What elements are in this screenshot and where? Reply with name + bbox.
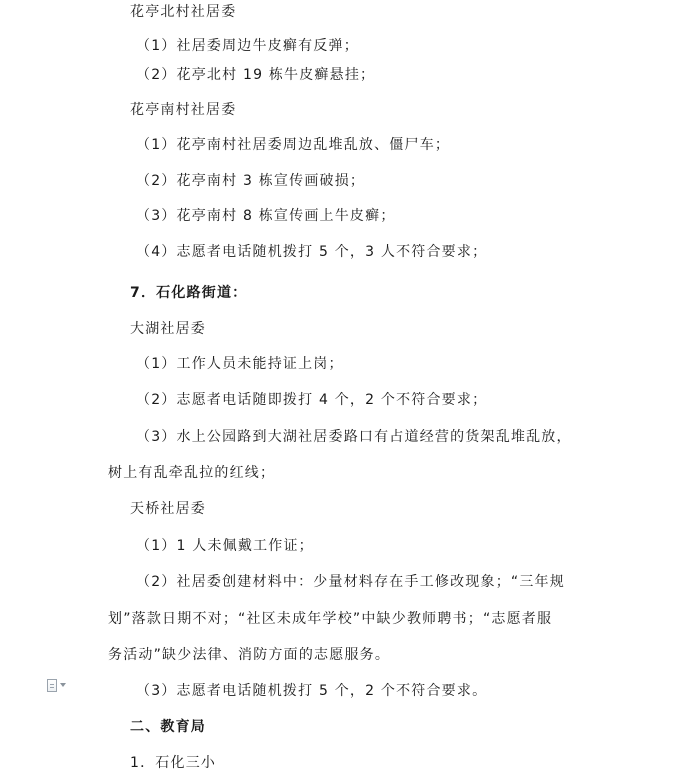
list-item: （2）志愿者电话随即拨打 4 个，2 个不符合要求；: [136, 392, 488, 408]
list-item-continuation: 树上有乱牵乱拉的红线；: [108, 465, 276, 481]
community-heading-huatingbei: 花亭北村社居委: [130, 4, 237, 20]
list-item: （2）花亭北村 19 栋牛皮癣悬挂；: [136, 67, 376, 83]
list-item: （1）花亭南村社居委周边乱堆乱放、僵尸车；: [136, 137, 451, 153]
community-heading-tianqiao: 天桥社居委: [130, 501, 206, 517]
list-item: （3）水上公园路到大湖社居委路口有占道经营的货架乱堆乱放，: [136, 429, 572, 445]
section-heading-education-bureau: 二、教育局: [130, 719, 206, 735]
section-heading-shihua-road: 7．石化路街道：: [130, 285, 248, 301]
list-item-continuation: 务活动”缺少法律、消防方面的志愿服务。: [108, 647, 391, 663]
paste-options-icon: [47, 679, 57, 692]
paste-options-button[interactable]: [47, 676, 77, 694]
list-item: （2）花亭南村 3 栋宣传画破损；: [136, 173, 366, 189]
chevron-down-icon: [60, 683, 66, 687]
community-heading-dahu: 大湖社居委: [130, 321, 206, 337]
subsection-heading-school: 1．石化三小: [130, 755, 217, 771]
list-item: （1）工作人员未能持证上岗；: [136, 356, 344, 372]
list-item: （3）志愿者电话随机拨打 5 个，2 个不符合要求。: [136, 683, 488, 699]
list-item: （1）1 人未佩戴工作证；: [136, 538, 314, 554]
list-item: （3）花亭南村 8 栋宣传画上牛皮癣；: [136, 208, 396, 224]
list-item-continuation: 划”落款日期不对；“社区未成年学校”中缺少教师聘书；“志愿者服: [108, 611, 553, 627]
list-item: （2）社居委创建材料中：少量材料存在手工修改现象；“三年规: [136, 574, 565, 590]
list-item: （4）志愿者电话随机拨打 5 个，3 人不符合要求；: [136, 244, 488, 260]
list-item: （1）社居委周边牛皮癣有反弹；: [136, 38, 359, 54]
community-heading-huatingnan: 花亭南村社居委: [130, 102, 237, 118]
